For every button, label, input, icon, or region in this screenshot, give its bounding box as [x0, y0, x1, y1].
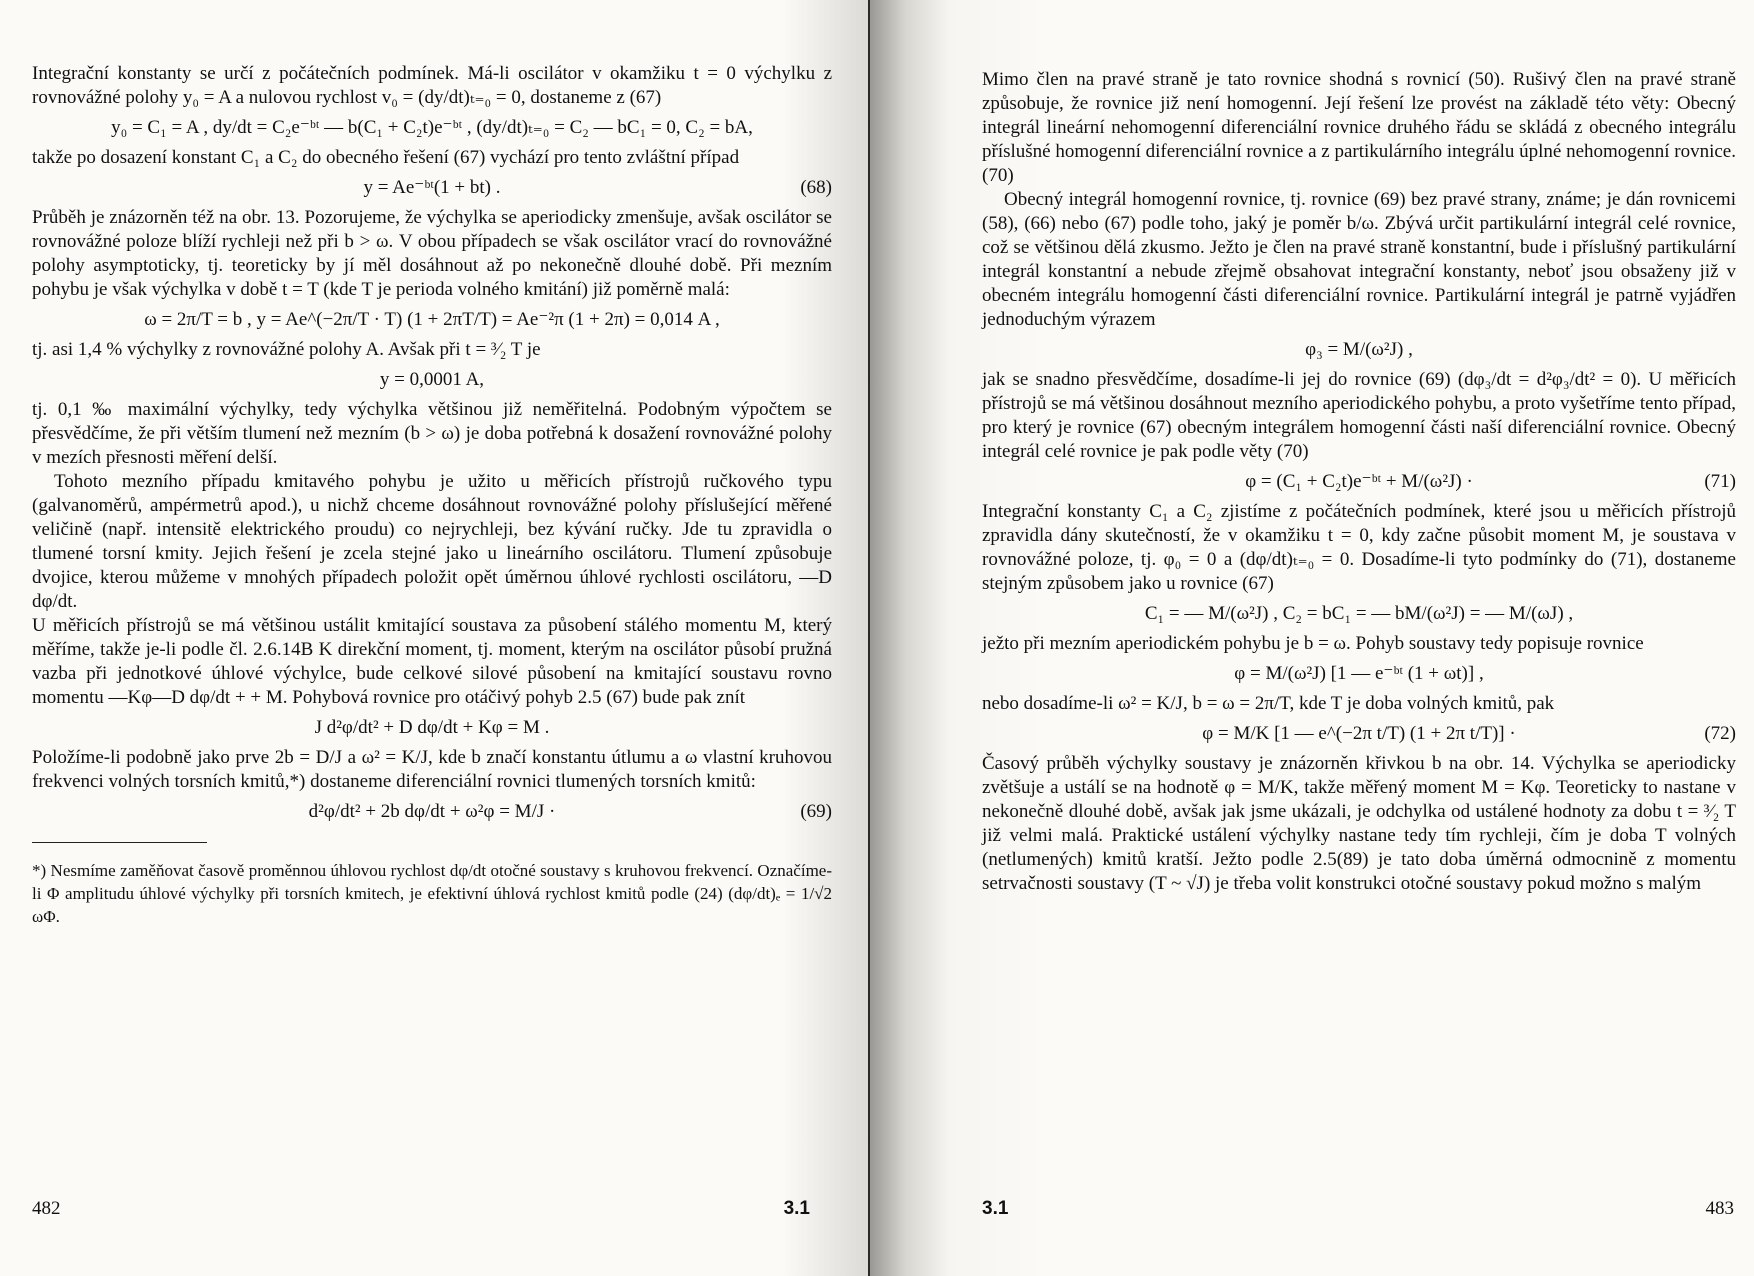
equation-text: J d²φ/dt² + D dφ/dt + Kφ = M .	[314, 717, 550, 738]
paragraph: ježto při mezním aperiodickém pohybu je b = ω. Pohyb soustavy tedy popisuje rovnice	[982, 633, 1644, 654]
equation	[32, 308, 832, 332]
paragraph: tj. 0,1 ‰ maximální výchylky, tedy výchylka většinou již neměřitelná. Podobným výpočtem se přesvědčíme, že při větším tlumení než mezním (b > ω) je doba potřebná k dosažení rovnovážné polohy v mezích přesnosti měření delší.	[32, 399, 832, 468]
paragraph: Integrační konstanty se určí z počátečních podmínek. Má-li oscilátor v okamžiku t = 0 výchylku z rovnovážné polohy y₀ = A a nulovou rychlost v₀ = (dy/dt)ₜ₌₀ = 0, dostaneme z (67)	[32, 63, 832, 108]
section-marker-right: 3.1	[982, 1198, 1009, 1219]
paragraph: takže po dosazení konstant C₁ a C₂ do obecného řešení (67) vychází pro tento zvláštní případ	[32, 147, 740, 168]
equation-number: (72)	[1704, 723, 1736, 744]
right-page-body	[982, 68, 1736, 896]
paragraph: U měřicích přístrojů se má většinou ustálit kmitající soustava za působení stálého momentu M, který měříme, takže je-li podle čl. 2.6.14B K direkční moment, tj. moment, kterým na oscilátor působí pružná vazba při jednotkové úhlové výchylce, bude celkové silové působení na kmitající soustavu rovno momentu —Kφ—D dφ/dt + + M. Pohybová rovnice pro otáčivý pohyb 2.5 (67) bude pak znít	[32, 615, 832, 708]
paragraph: Mimo člen na pravé straně je tato rovnice shodná s rovnicí (50). Rušivý člen na pravé straně způsobuje, že rovnice již není homogenní. Její řešení lze provést na základě této věty: Obecný integrál lineární nehomogenní diferenciální rovnice druhého řádu se skládá z obecného integrálu příslušné homogenní diferenciální rovnice a z partikulárního integrálu úplné nehomogenní rovnice. (70)	[982, 69, 1736, 186]
paragraph: Integrační konstanty C₁ a C₂ zjistíme z počátečních podmínek, které jsou u měřicích přístrojů zpravidla dány skutečností, že v okamžiku t = 0, kdy začne působit moment M, je soustava v rovnovážné poloze, tj. φ₀ = 0 a (dφ/dt)ₜ₌₀ = 0. Dosadíme-li tyto podmínky do (71), dostaneme stejným způsobem jako u rovnice (67)	[982, 501, 1736, 594]
equation	[982, 662, 1736, 686]
paragraph: Časový průběh výchylky soustavy je znázorněn křivkou b na obr. 14. Výchylka se aperiodicky zvětšuje a ustálí se na hodnotě φ = M/K, takže měřený moment M = Kφ. Teoreticky to nastane v nekonečně dlouhé době, avšak jak jsme ukázali, je odchylka od ustálené hodnoty za dobu t = ³⁄₂ T již velmi malá. Praktické ustálení výchylky nastane tedy tím rychleji, čím je doba T volných (netlumených) kmitů kratší. Ježto podle 2.5(89) je tato doba úměrná odmocnině z momentu setrvačnosti soustavy (T ~ √J) je třeba volit konstrukci otočné soustavy pokud možno s malým	[982, 753, 1736, 894]
right-page	[870, 0, 1754, 1276]
equation	[32, 800, 832, 824]
equation	[982, 722, 1736, 746]
section-marker-left: 3.1	[783, 1198, 810, 1219]
left-page	[0, 0, 870, 1276]
paragraph: nebo dosadíme-li ω² = K/J, b = ω = 2π/T, kde T je doba volných kmitů, pak	[982, 693, 1555, 714]
equation	[32, 176, 832, 200]
equation-number: (69)	[800, 801, 832, 822]
equation	[32, 116, 832, 140]
equation	[982, 602, 1736, 626]
equation-text: y = Ae⁻ᵇᵗ(1 + bt) .	[363, 177, 501, 198]
equation-number: (71)	[1704, 471, 1736, 492]
equation-number: (68)	[800, 177, 832, 198]
footnote-divider	[32, 842, 207, 843]
equation-text: C₁ = — M/(ω²J) , C₂ = bC₁ = — bM/(ω²J) = — M/(ωJ) ,	[1144, 603, 1574, 624]
paragraph: tj. asi 1,4 % výchylky z rovnovážné polohy A. Avšak při t = ³⁄₂ T je	[32, 339, 541, 360]
paragraph: Obecný integrál homogenní rovnice, tj. rovnice (69) bez pravé strany, známe; je dán rovnicemi (58), (66) nebo (67) podle toho, jaký je poměr b/ω. Zbývá určit partikulární integrál celé rovnice, což se většinou dělá zkusmo. Ježto je člen na pravé straně konstantní, bude i příslušný partikulární integrál konstantní a nebude zřejmě obsahovat integrační konstanty, neboť jsou obsaženy již v obecném integrálu homogenní části diferenciální rovnice. Partikulární integrál je patrně vyjádřen jednoduchým výrazem	[982, 189, 1736, 330]
equation-text: ω = 2π/T = b , y = Ae^(−2π/T · T) (1 + 2πT/T) = Ae⁻²π (1 + 2π) = 0,014 A ,	[144, 309, 720, 330]
paragraph: jak se snadno přesvědčíme, dosadíme-li jej do rovnice (69) (dφ₃/dt = d²φ₃/dt² = 0). U měřicích přístrojů se má většinou dosáhnout mezního aperiodického pohybu, a proto vyšetříme tento případ, pro který je rovnice (67) obecným integrálem homogenní části naší diferenciální rovnice. Obecný integrál celé rovnice je pak podle věty (70)	[982, 369, 1736, 462]
page-number-right: 483	[1705, 1198, 1734, 1219]
equation	[982, 338, 1736, 362]
equation	[32, 716, 832, 740]
equation	[982, 470, 1736, 494]
paragraph: Průběh je znázorněn též na obr. 13. Pozorujeme, že výchylka se aperiodicky zmenšuje, avšak oscilátor se rovnovážné poloze blíží rychleji než při b > ω. V obou případech se však oscilátor vrací do rovnovážné polohy asymptoticky, tj. teoreticky by jí měl dosáhnout až po nekonečně dlouhé době. Při mezním pohybu je však výchylka v době t = T (kde T je perioda volného kmitání) již poměrně malá:	[32, 207, 832, 300]
paragraph: Položíme-li podobně jako prve 2b = D/J a ω² = K/J, kde b značí konstantu útlumu a ω vlastní kruhovou frekvenci volných torsních kmitů,*) dostaneme diferenciální rovnici tlumených torsních kmitů:	[32, 747, 832, 792]
page-number-left: 482	[32, 1198, 61, 1219]
equation	[32, 368, 832, 392]
footnote: *) Nesmíme zaměňovat časově proměnnou úhlovou rychlost dφ/dt otočné soustavy s kruhovou frekvencí. Označíme-li Φ amplitudu úhlové výchylky při torsních kmitech, je efektivní úhlová rychlost kmitů podle (24) (dφ/dt)ₑ = 1/√2 ωΦ.	[32, 861, 832, 926]
equation-text: d²φ/dt² + 2b dφ/dt + ω²φ = M/J ·	[308, 801, 556, 822]
equation-text: y = 0,0001 A,	[379, 369, 485, 390]
paragraph: Tohoto mezního případu kmitavého pohybu je užito u měřicích přístrojů ručkového typu (galvanoměrů, ampérmetrů apod.), u nichž chceme dosáhnout rovnovážné polohy příslušející měřené veličině (např. intensitě elektrického proudu) co nejrychleji, bez kývání ručky. Jde tu zpravidla o tlumené torsní kmity. Jejich řešení je zcela stejné jako u lineárního oscilátoru. Tlumení způsobuje dvojice, kterou můžeme v mnohých případech položit opět úměrnou úhlové rychlosti oscilátoru, —D dφ/dt.	[32, 471, 832, 612]
equation-text: φ = M/K [1 — e^(−2π t/T) (1 + 2π t/T)] ·	[1202, 723, 1516, 744]
equation-text: φ₃ = M/(ω²J) ,	[1305, 339, 1413, 360]
left-page-body	[32, 62, 832, 928]
equation-text: φ = M/(ω²J) [1 — e⁻ᵇᵗ (1 + ωt)] ,	[1234, 663, 1484, 684]
equation-text: φ = (C₁ + C₂t)e⁻ᵇᵗ + M/(ω²J) ·	[1245, 471, 1473, 492]
equation-text: y₀ = C₁ = A , dy/dt = C₂e⁻ᵇᵗ — b(C₁ + C₂t)e⁻ᵇᵗ , (dy/dt)ₜ₌₀ = C₂ — bC₁ = 0, C₂ = bA,	[111, 117, 753, 138]
